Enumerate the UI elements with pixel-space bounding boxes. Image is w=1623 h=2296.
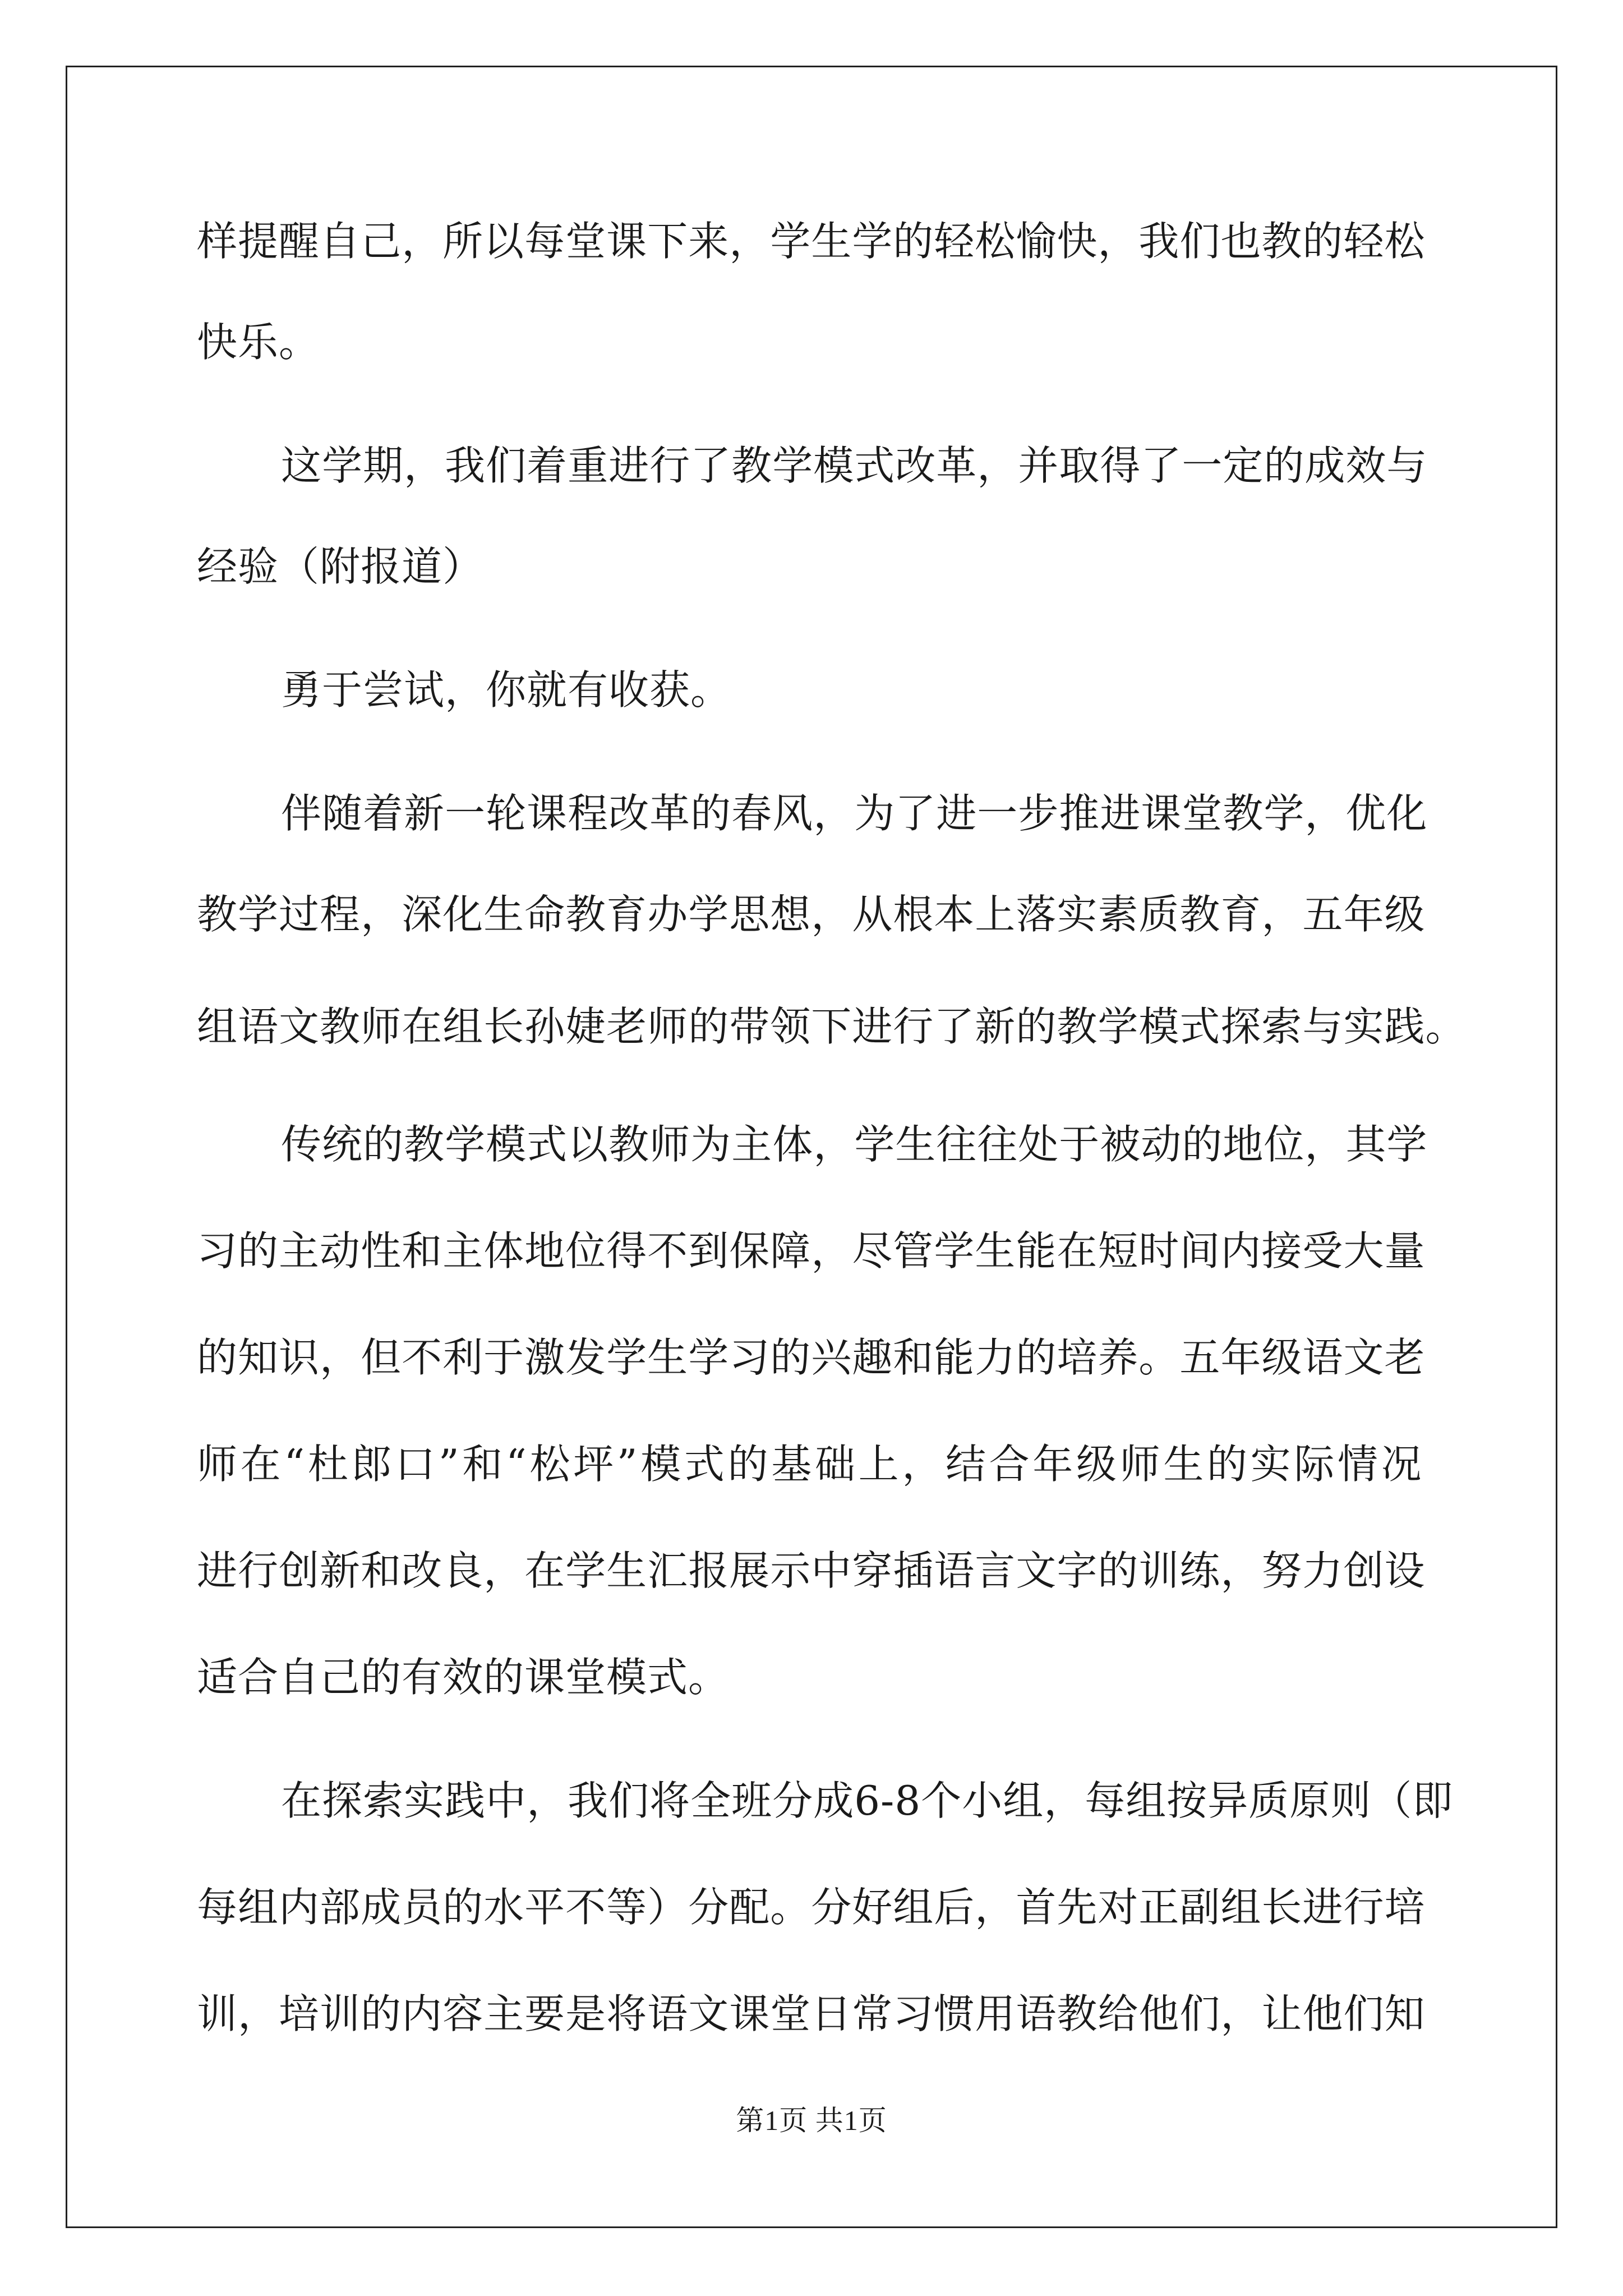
text-line: 勇于尝试，你就有收获。 xyxy=(281,666,732,714)
text-line: 每 组 内 部 成 员 的 水 平 不 等 ） 分 配 。 分 好 组 后 ， 首 先 对 正 副 组 长 进 行 培 xyxy=(197,1884,1426,1931)
text-line: 这 学 期 ， 我 们 着 重 进 行 了 教 学 模 式 改 革 ， 并 取 得 了 一 定 的 成 效 与 xyxy=(281,442,1428,489)
text-line: 的 知 识 ， 但 不 利 于 激 发 学 生 学 习 的 兴 趣 和 能 力 的 培 养 。 五 年 级 语 文 老 xyxy=(197,1334,1426,1381)
text-line: 伴 随 着 新 一 轮 课 程 改 革 的 春 风 ， 为 了 进 一 步 推 进 课 堂 教 学 ， 优 化 xyxy=(281,790,1428,837)
text-line: 快乐。 xyxy=(197,319,320,366)
text-line: 样 提 醒 自 己 ， 所 以 每 堂 课 下 来 ， 学 生 学 的 轻 松 愉 快 ， 我 们 也 教 的 轻 松 xyxy=(197,218,1426,265)
text-line: 教 学 过 程 ， 深 化 生 命 教 育 办 学 思 想 ， 从 根 本 上 落 实 素 质 教 育 ， 五 年 级 xyxy=(197,891,1426,938)
text-line: 习 的 主 动 性 和 主 体 地 位 得 不 到 保 障 ， 尽 管 学 生 能 在 短 时 间 内 接 受 大 量 xyxy=(197,1227,1426,1274)
text-line: 传 统 的 教 学 模 式 以 教 师 为 主 体 ， 学 生 往 往 处 于 被 动 的 地 位 ， 其 学 xyxy=(281,1121,1428,1168)
page-footer: 第1页 共1页 xyxy=(736,2105,887,2136)
text-line: 进 行 创 新 和 改 良 ， 在 学 生 汇 报 展 示 中 穿 插 语 言 文 字 的 训 练 ， 努 力 创 设 xyxy=(197,1547,1426,1594)
text-line: 经验（附报道） xyxy=(197,543,484,590)
text-line: 训 ， 培 训 的 内 容 主 要 是 将 语 文 课 堂 日 常 习 惯 用 语 教 给 他 们 ， 让 他 们 知 xyxy=(197,1990,1426,2037)
text-line: 在 探 索 实 践 中 ， 我 们 将 全 班 分 成 6 - 8 个 小 组 ， 每 组 按 异 质 原 则 （ 即 xyxy=(281,1777,1454,1824)
text-line: 组 语 文 教 师 在 组 长 孙 婕 老 师 的 带 领 下 进 行 了 新 的 教 学 模 式 探 索 与 实 践 。 xyxy=(197,1003,1467,1050)
text-line: 适合自己的有效的课堂模式。 xyxy=(197,1654,730,1701)
text-line: 师 在 “ 杜 郎 口 ” 和 “ 松 坪 ” 模 式 的 基 础 上 ， 结 合 年 级 师 生 的 实 际 情 况 xyxy=(197,1441,1422,1488)
